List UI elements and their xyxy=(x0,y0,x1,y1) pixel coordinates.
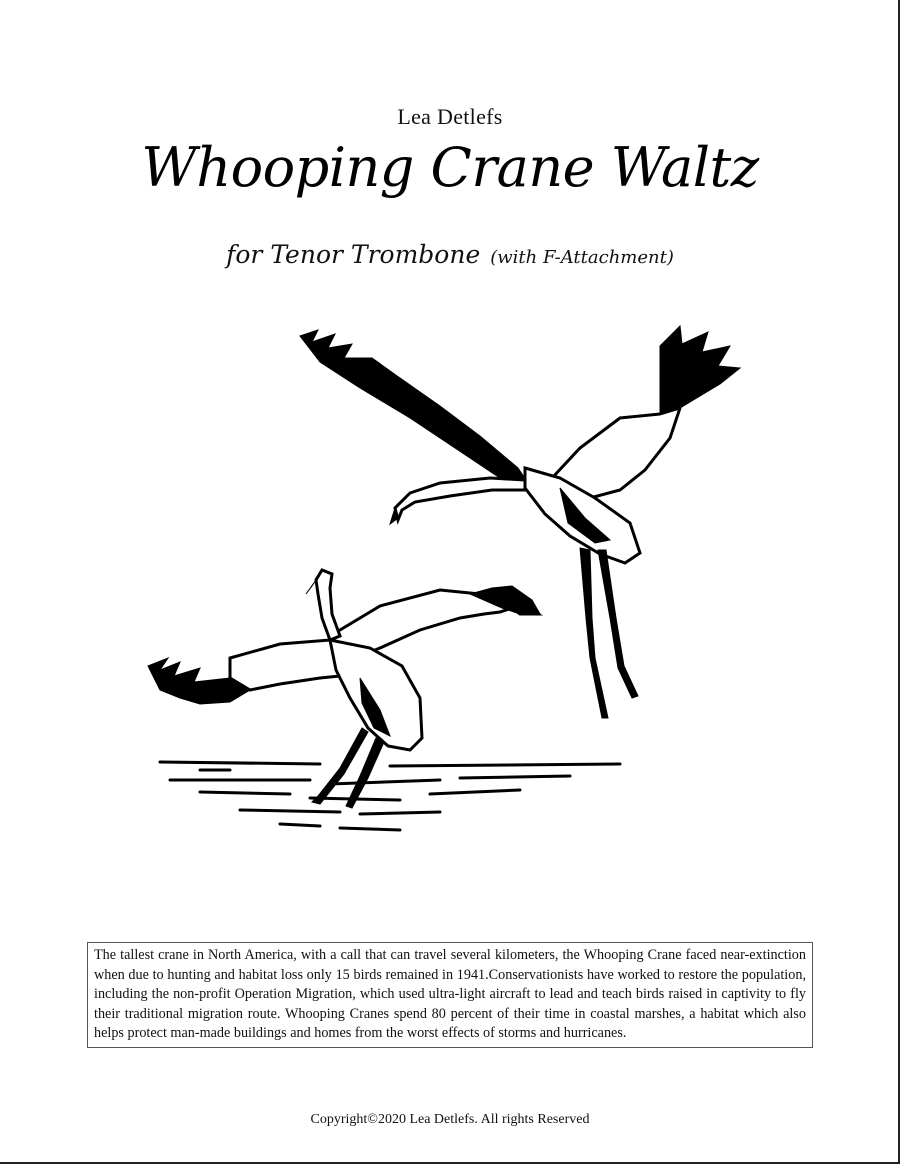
attachment-note: (with F-Attachment) xyxy=(490,247,674,268)
piece-subtitle xyxy=(0,240,900,269)
piece-title: Whooping Crane Waltz xyxy=(141,136,759,199)
copyright-notice: Copyright©2020 Lea Detlefs. All rights Reserved xyxy=(310,1112,590,1127)
instrument-label: for Tenor Trombone xyxy=(226,240,481,269)
lower-crane-icon xyxy=(148,570,540,808)
water-lines-icon xyxy=(160,762,620,830)
description-box: The tallest crane in North America, with a call that can travel several kilometers, the Whooping Crane faced near-extinction when due to hunting and habitat loss only 15 birds remained in 1941.Conservationists have worked to restore the population, including the non-profit Operation Migration, which used ultra-light aircraft to lead and teach birds raised in captivity to fly their traditional migration route. Whooping Cranes spend 80 percent of their time in coastal marshes, a habitat which also helps protect man-made buildings and homes from the worst effects of storms and hurricanes. xyxy=(87,942,813,1048)
composer-name: Lea Detlefs xyxy=(397,104,503,129)
whooping-cranes-illustration-icon xyxy=(140,318,780,848)
